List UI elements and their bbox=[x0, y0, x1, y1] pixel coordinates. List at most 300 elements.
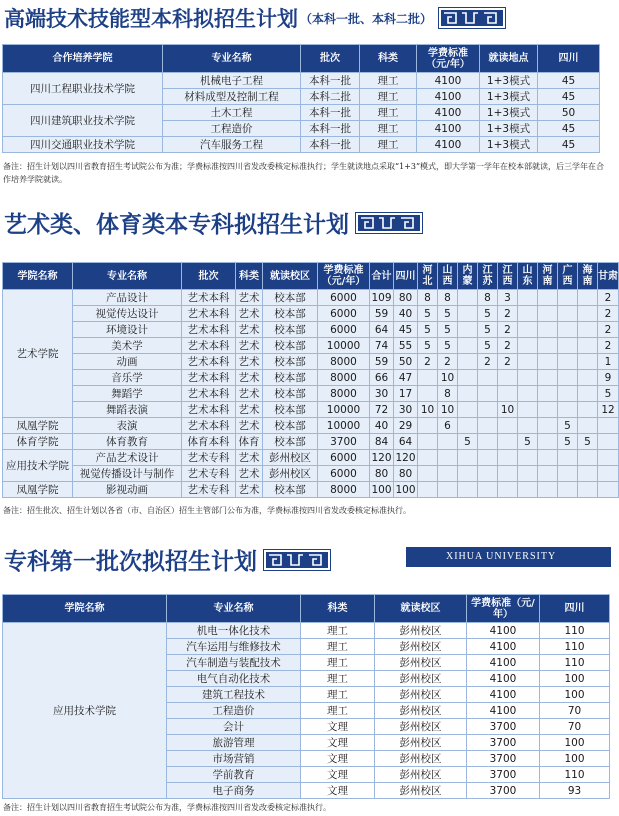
table-cell: 1 bbox=[598, 354, 619, 370]
table-cell bbox=[498, 434, 518, 450]
table-cell: 1+3模式 bbox=[480, 137, 538, 153]
table-cell: 艺术本科 bbox=[182, 322, 236, 338]
table-cell: 120 bbox=[371, 451, 392, 464]
table-cell: 理工 bbox=[301, 703, 375, 719]
table-cell bbox=[558, 354, 578, 370]
table-cell: 产品设计 bbox=[73, 290, 182, 306]
table-cell: 校本部 bbox=[263, 434, 318, 450]
table-header: 学院名称 bbox=[3, 595, 167, 623]
table-cell: 音乐学 bbox=[73, 370, 182, 386]
table-cell: 1+3模式 bbox=[480, 89, 538, 105]
table-header: 批次 bbox=[182, 263, 236, 290]
table-cell: 材料成型及控制工程 bbox=[163, 89, 301, 105]
table-cell: 100 bbox=[395, 483, 416, 496]
table-cell bbox=[578, 450, 598, 466]
table-cell: 10000 bbox=[318, 402, 370, 418]
table-header: 学费标准（元/年） bbox=[467, 595, 540, 623]
table-cell: 学前教育 bbox=[167, 767, 301, 783]
table-cell: 1+3模式 bbox=[480, 105, 538, 121]
table-row bbox=[3, 386, 619, 402]
table-cell bbox=[438, 482, 458, 498]
table-cell: 110 bbox=[540, 767, 610, 783]
table-cell: 110 bbox=[540, 639, 610, 655]
table-cell: 彭州校区 bbox=[263, 450, 318, 466]
table-cell bbox=[578, 482, 598, 498]
table-cell: 彭州校区 bbox=[375, 639, 467, 655]
table-cell: 8 bbox=[438, 386, 458, 402]
table-header: 专业名称 bbox=[167, 595, 301, 623]
table-cell: 校本部 bbox=[263, 322, 318, 338]
table-cell: 100 bbox=[540, 687, 610, 703]
table-cell: 艺术本科 bbox=[182, 354, 236, 370]
table-cell bbox=[458, 402, 478, 418]
table-cell: 29 bbox=[394, 418, 418, 434]
table-cell: 55 bbox=[394, 338, 418, 354]
table-cell bbox=[458, 354, 478, 370]
table-cell: 100 bbox=[540, 735, 610, 751]
table-cell: 理工 bbox=[360, 89, 417, 105]
table-cell: 70 bbox=[540, 703, 610, 719]
table-cell: 4100 bbox=[467, 671, 540, 687]
section3-title-text: 专科第一批次拟招生计划 bbox=[4, 548, 257, 575]
table-cell: 市场营销 bbox=[167, 751, 301, 767]
table-cell bbox=[578, 418, 598, 434]
table-cell: 理工 bbox=[360, 137, 417, 153]
table-cell: 四川工程职业技术学院 bbox=[3, 73, 163, 105]
table-cell bbox=[538, 418, 558, 434]
table-cell: 舞蹈表演 bbox=[73, 402, 182, 418]
table-cell bbox=[538, 322, 558, 338]
table-cell: 艺术 bbox=[236, 386, 263, 402]
table-cell bbox=[478, 386, 498, 402]
table-cell: 艺术专科 bbox=[182, 466, 236, 482]
table-cell: 2 bbox=[418, 354, 438, 370]
table-cell: 产品艺术设计 bbox=[73, 450, 182, 466]
table-cell bbox=[518, 482, 538, 498]
table-cell: 校本部 bbox=[263, 306, 318, 322]
table-cell: 45 bbox=[394, 322, 418, 338]
table-cell: 彭州校区 bbox=[375, 783, 467, 799]
table-header: 专业名称 bbox=[73, 263, 182, 290]
table-cell: 艺术 bbox=[236, 322, 263, 338]
table-cell bbox=[578, 338, 598, 354]
table-cell bbox=[558, 402, 578, 418]
table-cell: 土木工程 bbox=[163, 105, 301, 121]
table-cell: 5 bbox=[438, 338, 458, 354]
table-cell: 艺术本科 bbox=[182, 290, 236, 306]
table-cell: 本科一批 bbox=[301, 105, 360, 121]
table-cell bbox=[458, 386, 478, 402]
table-cell: 彭州校区 bbox=[375, 719, 467, 735]
table-cell: 8 bbox=[478, 290, 498, 306]
table-cell: 8000 bbox=[318, 386, 370, 402]
table-cell bbox=[558, 338, 578, 354]
table-cell: 影视动画 bbox=[73, 482, 182, 498]
section1-title bbox=[4, 3, 506, 33]
table-cell bbox=[578, 370, 598, 386]
section2-note: 备注：招生批次、招生计划以各省（市、自治区）招生主管部门公布为准，学费标准按四川省发改委核定标准执行。 bbox=[3, 506, 411, 515]
table-cell: 旅游管理 bbox=[167, 735, 301, 751]
table-cell: 艺术 bbox=[236, 354, 263, 370]
table-cell: 4100 bbox=[467, 703, 540, 719]
table-cell: 5 bbox=[418, 322, 438, 338]
table-row bbox=[3, 137, 600, 153]
table-cell: 2 bbox=[498, 306, 518, 322]
table-cell: 彭州校区 bbox=[375, 671, 467, 687]
table-cell: 美术学 bbox=[73, 338, 182, 354]
table-cell: 彭州校区 bbox=[375, 767, 467, 783]
table-cell bbox=[498, 450, 518, 466]
table-cell bbox=[558, 290, 578, 306]
brand-banner bbox=[406, 547, 611, 567]
table-cell: 100 bbox=[371, 483, 392, 496]
table-cell: 文理 bbox=[301, 767, 375, 783]
table-cell bbox=[418, 482, 438, 498]
table-header: 学费标准（元/年） bbox=[318, 263, 370, 290]
table-cell: 体育本科 bbox=[182, 434, 236, 450]
table-cell: 应用技术学院 bbox=[3, 623, 167, 799]
table-cell bbox=[478, 466, 498, 482]
table-cell: 66 bbox=[370, 370, 394, 386]
table-cell: 5 bbox=[558, 434, 578, 450]
table-cell: 6000 bbox=[318, 306, 370, 322]
table-cell: 59 bbox=[370, 354, 394, 370]
table-cell: 5 bbox=[478, 306, 498, 322]
table-cell: 5 bbox=[518, 434, 538, 450]
table-cell: 艺术 bbox=[236, 290, 263, 306]
table-cell bbox=[518, 322, 538, 338]
table-row bbox=[3, 306, 619, 322]
table-cell: 四川建筑职业技术学院 bbox=[3, 105, 163, 137]
table-cell: 艺术本科 bbox=[182, 370, 236, 386]
table-cell bbox=[458, 338, 478, 354]
table-cell: 机电一体化技术 bbox=[167, 623, 301, 639]
table-cell: 2 bbox=[498, 322, 518, 338]
table-cell bbox=[538, 482, 558, 498]
table-cell: 50 bbox=[394, 354, 418, 370]
table-cell: 10 bbox=[418, 402, 438, 418]
table-cell: 体育学院 bbox=[3, 434, 73, 450]
table-cell: 电子商务 bbox=[167, 783, 301, 799]
table-cell: 理工 bbox=[301, 623, 375, 639]
table-cell: 5 bbox=[418, 306, 438, 322]
table-cell: 80 bbox=[394, 466, 418, 482]
table-row bbox=[3, 482, 619, 498]
table-cell bbox=[518, 338, 538, 354]
table-cell bbox=[478, 402, 498, 418]
table-cell: 120 bbox=[395, 451, 416, 464]
table-cell: 理工 bbox=[301, 639, 375, 655]
table-cell: 64 bbox=[394, 434, 418, 450]
table-cell bbox=[478, 450, 498, 466]
fret-ornament-icon bbox=[438, 7, 506, 29]
table-row bbox=[3, 73, 600, 89]
table-cell: 45 bbox=[538, 89, 600, 105]
table-cell: 2 bbox=[498, 354, 518, 370]
table-cell: 理工 bbox=[360, 105, 417, 121]
table-cell bbox=[518, 306, 538, 322]
table-cell: 2 bbox=[598, 306, 619, 322]
table-cell: 5 bbox=[458, 434, 478, 450]
table-cell: 体育 bbox=[236, 434, 263, 450]
table-cell: 10 bbox=[438, 370, 458, 386]
table-cell: 理工 bbox=[301, 655, 375, 671]
table-cell: 视觉传播设计与制作 bbox=[73, 466, 182, 482]
table-header: 四川 bbox=[394, 263, 418, 290]
table-cell bbox=[518, 450, 538, 466]
table-cell: 45 bbox=[538, 137, 600, 153]
section3-note: 备注：招生计划以四川省教育招生考试院公布为准，学费标准按四川省发改委核定标准执行。 bbox=[3, 803, 331, 812]
table-cell: 凤凰学院 bbox=[3, 482, 73, 498]
table-cell: 2 bbox=[598, 290, 619, 306]
table-cell: 彭州校区 bbox=[375, 655, 467, 671]
table-header: 批次 bbox=[301, 45, 360, 73]
table-cell: 体育教育 bbox=[73, 434, 182, 450]
table-cell: 8000 bbox=[318, 370, 370, 386]
table-cell: 应用技术学院 bbox=[3, 450, 73, 482]
table-cell bbox=[578, 322, 598, 338]
table-cell: 艺术 bbox=[236, 402, 263, 418]
table-cell: 109 bbox=[371, 291, 392, 304]
table-cell: 30 bbox=[370, 386, 394, 402]
table-cell bbox=[578, 402, 598, 418]
table-cell bbox=[418, 450, 438, 466]
table-cell bbox=[598, 450, 619, 466]
table-header: 科类 bbox=[236, 263, 263, 290]
table-cell: 机械电子工程 bbox=[163, 73, 301, 89]
table-cell: 100 bbox=[540, 751, 610, 767]
table-cell: 8000 bbox=[318, 482, 370, 498]
table-cell bbox=[578, 306, 598, 322]
table-cell bbox=[538, 354, 558, 370]
table-cell: 2 bbox=[598, 322, 619, 338]
table-cell: 艺术本科 bbox=[182, 338, 236, 354]
table-cell: 45 bbox=[538, 121, 600, 137]
table-cell: 视觉传达设计 bbox=[73, 306, 182, 322]
table-cell: 文理 bbox=[301, 735, 375, 751]
table-cell: 2 bbox=[498, 338, 518, 354]
table-cell bbox=[458, 322, 478, 338]
table-cell bbox=[558, 482, 578, 498]
table-cell: 5 bbox=[418, 338, 438, 354]
table-cell bbox=[458, 306, 478, 322]
table-cell: 1+3模式 bbox=[480, 121, 538, 137]
table-cell: 四川交通职业技术学院 bbox=[3, 137, 163, 153]
table-cell: 4100 bbox=[467, 655, 540, 671]
section2-table bbox=[2, 262, 619, 498]
table-cell bbox=[538, 466, 558, 482]
table-header: 学院名称 bbox=[3, 263, 73, 290]
table-row bbox=[3, 402, 619, 418]
table-cell: 6000 bbox=[318, 290, 370, 306]
table-cell: 彭州校区 bbox=[375, 703, 467, 719]
table-cell: 艺术 bbox=[236, 306, 263, 322]
table-row bbox=[3, 370, 619, 386]
table-cell bbox=[578, 466, 598, 482]
table-cell: 校本部 bbox=[263, 338, 318, 354]
table-cell bbox=[478, 418, 498, 434]
table-cell: 建筑工程技术 bbox=[167, 687, 301, 703]
table-cell bbox=[418, 418, 438, 434]
table-cell: 10000 bbox=[318, 418, 370, 434]
table-cell: 5 bbox=[578, 434, 598, 450]
table-cell bbox=[558, 386, 578, 402]
table-cell: 彭州校区 bbox=[375, 687, 467, 703]
table-cell bbox=[518, 290, 538, 306]
table-cell: 理工 bbox=[360, 121, 417, 137]
table-cell: 本科二批 bbox=[301, 89, 360, 105]
table-header: 科类 bbox=[301, 595, 375, 623]
table-header: 合作培养学院 bbox=[3, 45, 163, 73]
table-cell: 4100 bbox=[467, 639, 540, 655]
table-header: 四川 bbox=[540, 595, 610, 623]
table-cell: 艺术 bbox=[236, 370, 263, 386]
table-header: 四川 bbox=[538, 45, 600, 73]
table-cell: 3700 bbox=[467, 719, 540, 735]
table-cell bbox=[538, 290, 558, 306]
table-cell bbox=[518, 466, 538, 482]
table-cell: 8000 bbox=[318, 354, 370, 370]
table-cell: 5 bbox=[438, 322, 458, 338]
table-cell bbox=[558, 306, 578, 322]
section1-title-text: 高端技术技能型本科拟招生计划 bbox=[4, 6, 298, 31]
table-cell: 彭州校区 bbox=[375, 623, 467, 639]
brand-text: XIHUA UNIVERSITY bbox=[446, 551, 557, 562]
table-cell: 艺术专科 bbox=[182, 450, 236, 466]
table-cell bbox=[418, 434, 438, 450]
table-cell: 彭州校区 bbox=[375, 751, 467, 767]
table-cell: 2 bbox=[598, 338, 619, 354]
table-cell: 100 bbox=[540, 671, 610, 687]
table-cell bbox=[538, 306, 558, 322]
table-header: 内蒙 bbox=[458, 263, 478, 290]
table-header: 山东 bbox=[518, 263, 538, 290]
table-cell: 10 bbox=[498, 402, 518, 418]
table-header: 河北 bbox=[418, 263, 438, 290]
table-cell bbox=[558, 450, 578, 466]
table-cell: 5 bbox=[478, 322, 498, 338]
table-cell: 1+3模式 bbox=[480, 73, 538, 89]
table-cell bbox=[498, 466, 518, 482]
table-cell: 3700 bbox=[467, 751, 540, 767]
table-cell bbox=[538, 402, 558, 418]
table-header: 就读校区 bbox=[375, 595, 467, 623]
table-header: 江西 bbox=[498, 263, 518, 290]
table-cell: 校本部 bbox=[263, 418, 318, 434]
table-cell: 会计 bbox=[167, 719, 301, 735]
table-cell bbox=[558, 466, 578, 482]
table-cell bbox=[438, 434, 458, 450]
table-cell: 30 bbox=[394, 402, 418, 418]
table-cell: 80 bbox=[394, 290, 418, 306]
table-cell bbox=[418, 466, 438, 482]
table-row bbox=[3, 290, 619, 306]
table-cell bbox=[558, 322, 578, 338]
table-cell: 93 bbox=[540, 783, 610, 799]
table-cell: 84 bbox=[370, 434, 394, 450]
table-header: 甘肃 bbox=[598, 263, 619, 290]
fret-ornament-icon bbox=[263, 549, 331, 571]
table-cell bbox=[538, 450, 558, 466]
table-cell bbox=[478, 370, 498, 386]
table-cell bbox=[538, 338, 558, 354]
table-cell: 9 bbox=[598, 370, 619, 386]
table-cell bbox=[458, 370, 478, 386]
table-cell: 文理 bbox=[301, 719, 375, 735]
section2-title-text: 艺术类、体育类本专科拟招生计划 bbox=[4, 211, 349, 238]
table-cell: 校本部 bbox=[263, 370, 318, 386]
table-cell: 汽车服务工程 bbox=[163, 137, 301, 153]
table-cell: 6000 bbox=[318, 466, 370, 482]
table-header: 学费标准（元/年） bbox=[417, 45, 480, 73]
table-cell: 工程造价 bbox=[167, 703, 301, 719]
table-cell: 6 bbox=[438, 418, 458, 434]
table-cell: 校本部 bbox=[263, 402, 318, 418]
table-cell: 72 bbox=[370, 402, 394, 418]
section3-title bbox=[4, 543, 331, 576]
table-cell bbox=[538, 434, 558, 450]
table-cell: 4100 bbox=[467, 623, 540, 639]
table-cell: 6000 bbox=[318, 322, 370, 338]
table-cell: 艺术本科 bbox=[182, 402, 236, 418]
table-cell bbox=[538, 386, 558, 402]
table-cell: 舞蹈学 bbox=[73, 386, 182, 402]
table-cell bbox=[578, 290, 598, 306]
table-cell: 74 bbox=[370, 338, 394, 354]
table-cell: 艺术学院 bbox=[3, 290, 73, 418]
table-row bbox=[3, 322, 619, 338]
table-header: 就读校区 bbox=[263, 263, 318, 290]
table-cell: 80 bbox=[370, 466, 394, 482]
table-row bbox=[3, 418, 619, 434]
section1-note: 备注：招生计划以四川省教育招生考试院公布为准；学费标准按四川省发改委核定标准执行；学生就读地点采取“1+3”模式，即大学第一学年在校本部就读，后三学年在合作培养学院就读。 bbox=[3, 162, 605, 184]
table-cell: 110 bbox=[540, 655, 610, 671]
table-cell bbox=[598, 482, 619, 498]
table-cell: 3700 bbox=[467, 735, 540, 751]
table-row bbox=[3, 623, 610, 639]
table-cell: 6000 bbox=[318, 450, 370, 466]
table-cell: 艺术 bbox=[236, 482, 263, 498]
table-cell: 本科一批 bbox=[301, 137, 360, 153]
table-header: 科类 bbox=[360, 45, 417, 73]
table-cell: 3700 bbox=[467, 783, 540, 799]
table-cell: 艺术本科 bbox=[182, 386, 236, 402]
table-cell bbox=[438, 466, 458, 482]
table-cell bbox=[478, 434, 498, 450]
table-cell: 70 bbox=[540, 719, 610, 735]
table-cell: 艺术 bbox=[236, 338, 263, 354]
table-cell: 艺术本科 bbox=[182, 306, 236, 322]
table-cell: 40 bbox=[370, 418, 394, 434]
table-row bbox=[3, 354, 619, 370]
table-row bbox=[3, 338, 619, 354]
table-cell: 47 bbox=[394, 370, 418, 386]
table-cell bbox=[458, 290, 478, 306]
table-cell: 本科一批 bbox=[301, 121, 360, 137]
table-cell: 4100 bbox=[417, 137, 480, 153]
table-cell: 文理 bbox=[301, 783, 375, 799]
table-cell: 电气自动化技术 bbox=[167, 671, 301, 687]
table-cell bbox=[498, 370, 518, 386]
table-cell bbox=[498, 386, 518, 402]
table-cell: 5 bbox=[438, 306, 458, 322]
section1-table bbox=[2, 44, 600, 153]
table-cell: 动画 bbox=[73, 354, 182, 370]
table-cell bbox=[518, 386, 538, 402]
table-cell: 艺术 bbox=[236, 466, 263, 482]
table-cell: 彭州校区 bbox=[375, 735, 467, 751]
table-cell: 本科一批 bbox=[301, 73, 360, 89]
